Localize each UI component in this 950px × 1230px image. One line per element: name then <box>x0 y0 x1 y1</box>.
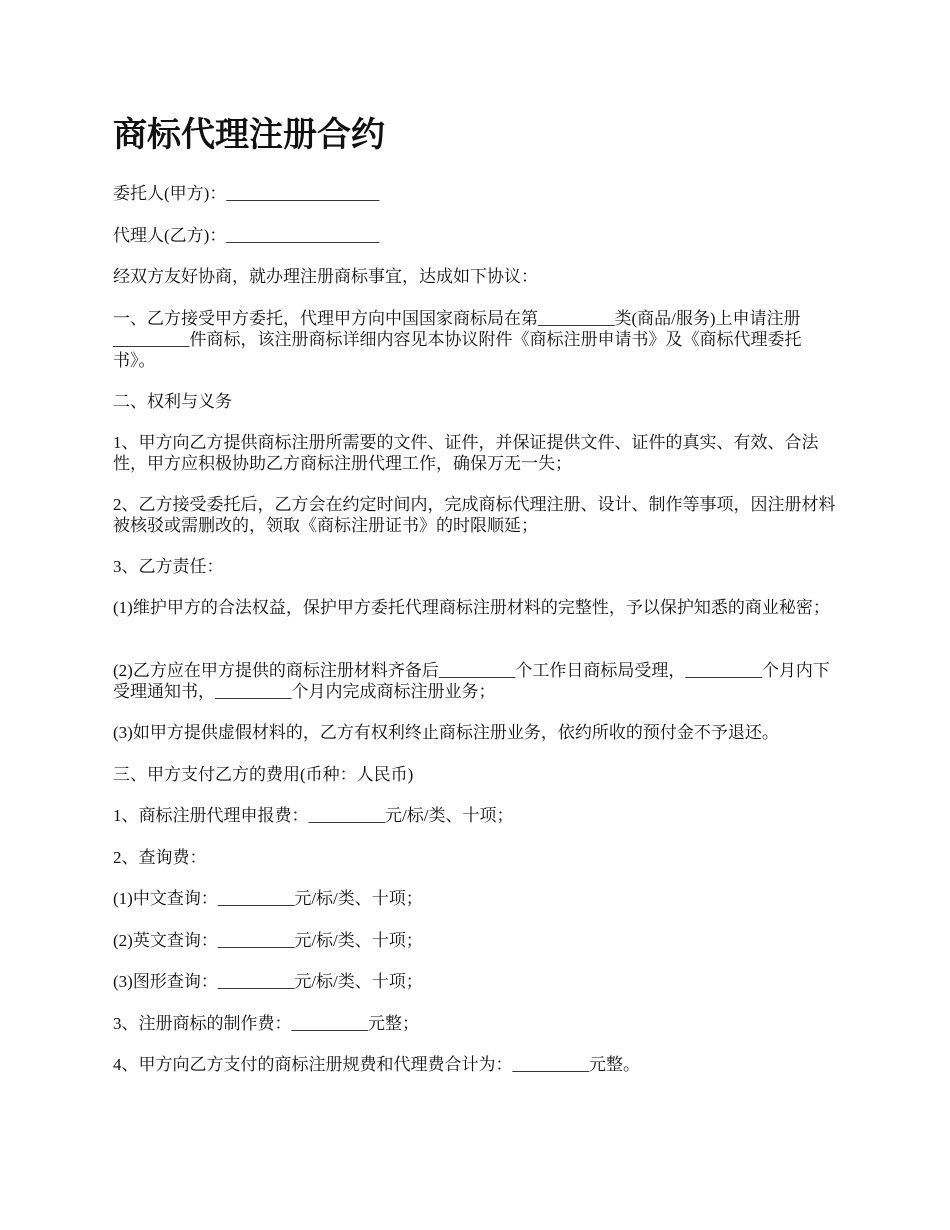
fee-3-line: 3、注册商标的制作费：_________元整； <box>113 1014 419 1033</box>
fee-4-line: 4、甲方向乙方支付的商标注册规费和代理费合计为：_________元整。 <box>113 1055 640 1074</box>
document-title: 商标代理注册合约 <box>113 117 385 154</box>
fee-2-heading: 2、查询费： <box>113 848 207 867</box>
fee-1-line: 1、商标注册代理申报费：_________元/标/类、十项； <box>113 806 514 825</box>
client-party-line: 委托人(甲方)：__________________ <box>113 184 380 203</box>
clause-2-3-2-paragraph: (2)乙方应在甲方提供的商标注册材料齐备后_________个工作日商标局受理，_________个月内下受理通知书，_________个月内完成商标注册业务； <box>113 661 830 701</box>
section-3-heading: 三、甲方支付乙方的费用(币种：人民币) <box>113 765 414 784</box>
fee-2-3-line: (3)图形查询：_________元/标/类、十项； <box>113 972 423 991</box>
fee-2-1-line: (1)中文查询：_________元/标/类、十项； <box>113 889 423 908</box>
agent-party-line: 代理人(乙方)：__________________ <box>113 226 380 245</box>
clause-2-3-heading: 3、乙方责任： <box>113 557 224 576</box>
fee-2-2-line: (2)英文查询：_________元/标/类、十项； <box>113 931 423 950</box>
preamble-paragraph: 经双方友好协商，就办理注册商标事宜，达成如下协议： <box>113 267 538 286</box>
clause-2-3-3-paragraph: (3)如甲方提供虚假材料的，乙方有权利终止商标注册业务，依约所收的预付金不予退还。 <box>113 723 779 742</box>
clause-2-3-1-paragraph: (1)维护甲方的合法权益，保护甲方委托代理商标注册材料的完整性，予以保护知悉的商业秘密； <box>113 598 830 617</box>
section-2-heading: 二、权利与义务 <box>113 392 232 411</box>
clause-1-paragraph: 一、乙方接受甲方委托，代理甲方向中国国家商标局在第_________类(商品/服务)上申请注册_________件商标，该注册商标详细内容见本协议附件《商标注册申请书》及《商标代理委托书》。 <box>113 309 802 370</box>
clause-2-1-paragraph: 1、甲方向乙方提供商标注册所需要的文件、证件，并保证提供文件、证件的真实、有效、合法性，甲方应积极协助乙方商标注册代理工作，确保万无一失； <box>113 433 819 473</box>
clause-2-2-paragraph: 2、乙方接受委托后，乙方会在约定时间内，完成商标代理注册、设计、制作等事项，因注册材料被核驳或需删改的，领取《商标注册证书》的时限顺延； <box>113 495 836 535</box>
